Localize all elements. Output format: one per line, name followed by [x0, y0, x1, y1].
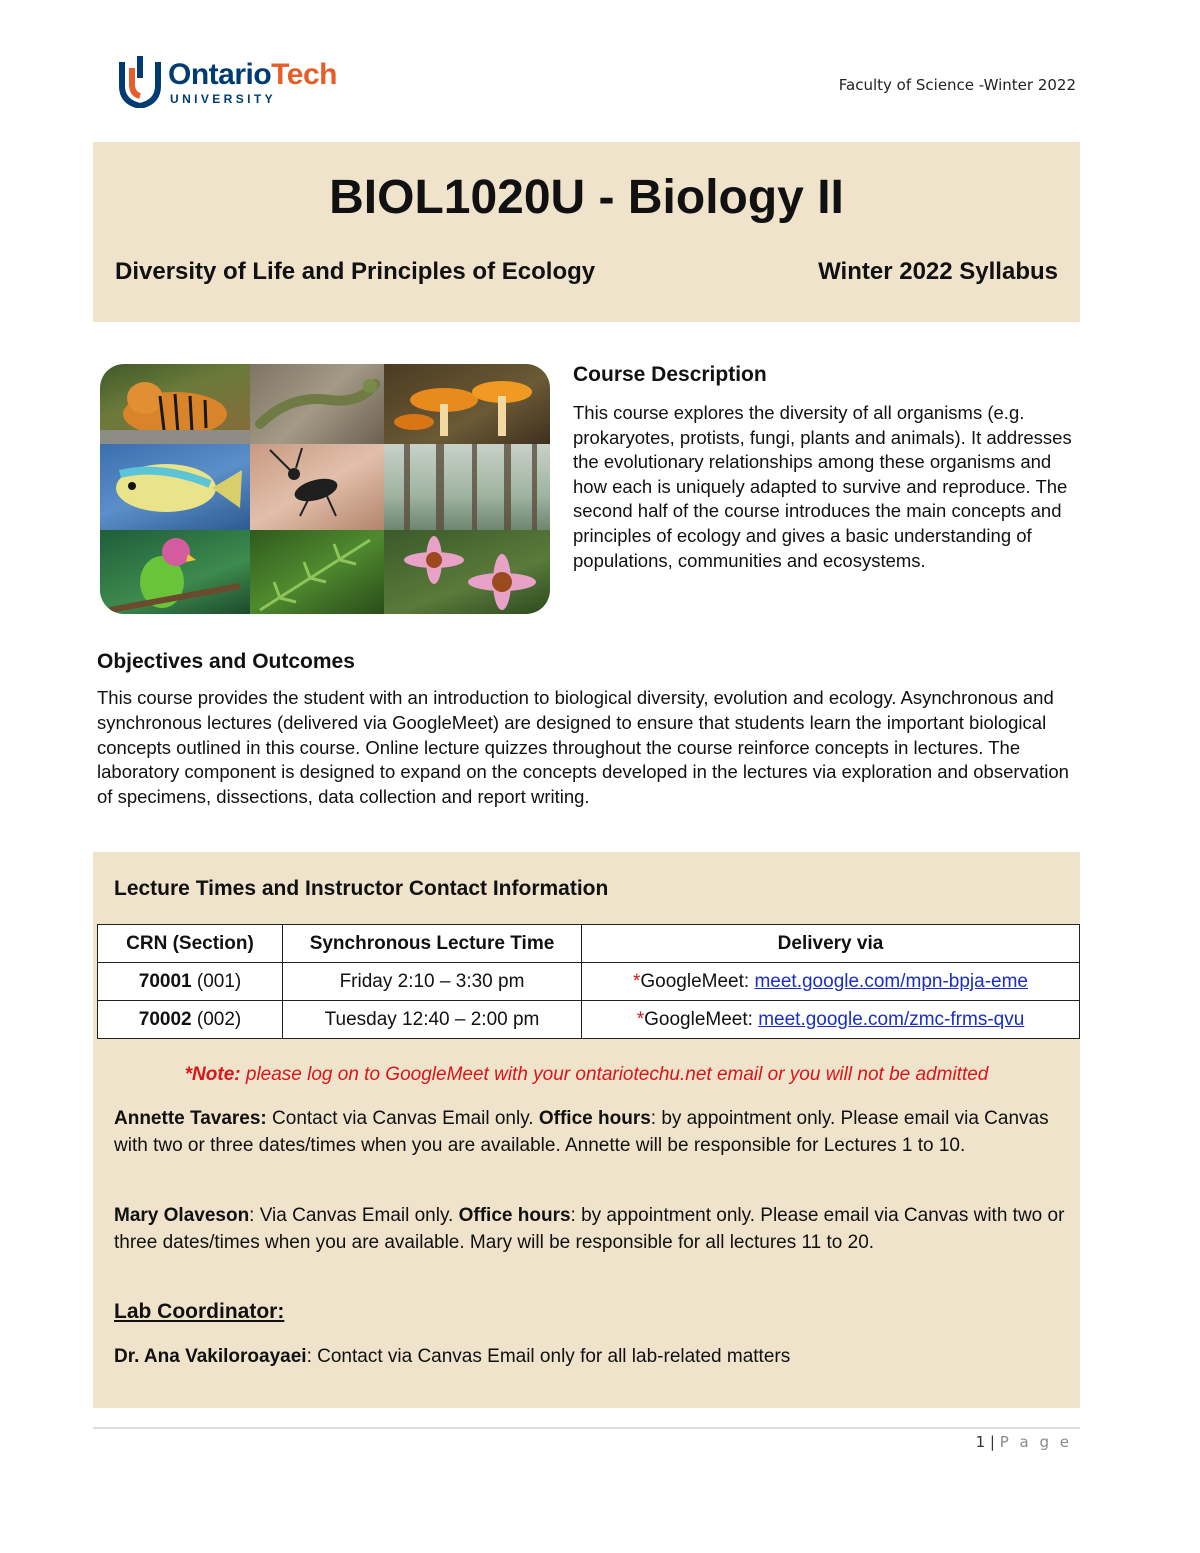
delivery-cell: [582, 1001, 1080, 1039]
footer-divider: [93, 1427, 1080, 1429]
lecture-time-cell: Friday 2:10 – 3:30 pm: [283, 963, 582, 1001]
page-separator: |: [985, 1433, 1000, 1451]
lecture-info-box: [93, 852, 1080, 1408]
lab-coordinator-info: [114, 1344, 1072, 1371]
office-hours-label: Office hours: [538, 1108, 651, 1129]
parrot-photo: [100, 530, 250, 614]
lab-coordinator-contact: : Contact via Canvas Email only for all lab-related matters: [306, 1346, 791, 1367]
page-number: [976, 1433, 1072, 1451]
page-number-value: 1: [975, 1433, 986, 1451]
login-note: [93, 1064, 1080, 1086]
instructor-details: : by appointment only. Please email via Canvas with two or three dates/times when you are available. Mary will be responsible for all lectures 11 to 20.: [114, 1205, 1065, 1253]
crn-cell: [98, 963, 283, 1001]
logo-wordmark: OntarioTech: [168, 58, 337, 91]
coneflowers-photo: [384, 530, 550, 614]
instructor-details: : by appointment only. Please email via Canvas with two or three dates/times when you are available. Annette will be responsible for Lectures 1 to 10.: [114, 1108, 1049, 1156]
lizard-photo: [250, 364, 384, 444]
instructor-annette: [114, 1106, 1072, 1159]
instructor-name: Annette Tavares:: [114, 1108, 267, 1129]
fern-photo: [250, 530, 384, 614]
forest-photo: [384, 444, 550, 530]
delivery-cell: [582, 963, 1080, 1001]
instructor-contact: Contact via Canvas Email only.: [266, 1108, 539, 1129]
objectives-heading: Objectives and Outcomes: [97, 650, 355, 673]
crn-header: CRN (Section): [98, 925, 283, 963]
instructor-name: Mary Olaveson: [114, 1205, 250, 1226]
asterisk: *: [636, 1008, 645, 1030]
table-header-row: [98, 925, 1080, 963]
course-title: BIOL1020U - Biology II: [329, 171, 844, 224]
delivery-label: GoogleMeet:: [644, 1008, 759, 1030]
objectives-text: This course provides the student with an introduction to biological diversity, evolution and ecology. Asynchronous and synchronous lectures (delivered via GoogleMeet) are designed to ensure that students learn the important biological concepts outlined in this course. Online lecture quizzes throughout the course reinforce concepts in lectures. The laboratory component is designed to expand on the concepts developed in the lectures via exploration and observation of specimens, dissections, data collection and report writing.: [97, 687, 1069, 808]
instructor-contact: : Via Canvas Email only.: [249, 1205, 459, 1226]
delivery-header: Delivery via: [582, 925, 1080, 963]
mushrooms-photo: [384, 364, 550, 444]
crn-number: 70002: [138, 1008, 192, 1030]
lecture-time-header: Synchronous Lecture Time: [283, 925, 582, 963]
section-number: (002): [191, 1008, 242, 1030]
lab-coordinator-name: Dr. Ana Vakiloroayaei: [114, 1346, 307, 1367]
lecture-time-cell: Tuesday 12:40 – 2:00 pm: [283, 1001, 582, 1039]
page-label: P a g e: [999, 1433, 1072, 1451]
note-text: please log on to GoogleMeet with your ontariotechu.net email or you will not be admitted: [240, 1064, 989, 1085]
note-lead: *Note:: [184, 1064, 241, 1085]
crn-number: 70001: [138, 970, 192, 992]
syllabus-label: Winter 2022 Syllabus: [818, 258, 1058, 285]
table-row: [98, 963, 1080, 1001]
table-row: [98, 1001, 1080, 1039]
course-description-heading: Course Description: [573, 363, 767, 386]
beetle-photo: [250, 444, 384, 530]
delivery-label: GoogleMeet:: [640, 970, 755, 992]
lecture-times-heading: Lecture Times and Instructor Contact Information: [114, 877, 609, 900]
instructor-mary: [114, 1203, 1072, 1256]
shield-logo-icon: [118, 56, 164, 108]
office-hours-label: Office hours: [458, 1205, 571, 1226]
googlemeet-link[interactable]: meet.google.com/zmc-frms-qvu: [758, 1008, 1025, 1030]
course-description-text: This course explores the diversity of all organisms (e.g. prokaryotes, protists, fungi, plants and animals). It addresses the evolutionary relationships among these organisms and how each is uniquely adapted to survive and reproduce. The second half of the course introduces the main concepts and principles of ecology and gives a basic understanding of populations, communities and ecosystems.: [573, 402, 1072, 571]
logo-subtitle: UNIVERSITY: [170, 92, 277, 106]
course-subtitle: Diversity of Life and Principles of Ecology: [115, 258, 596, 285]
asterisk: *: [632, 970, 641, 992]
faculty-term-label: Faculty of Science -Winter 2022: [838, 76, 1076, 94]
tiger-photo: [100, 364, 250, 444]
biodiversity-collage: [100, 364, 550, 614]
lab-coordinator-heading: Lab Coordinator:: [114, 1300, 285, 1323]
fish-photo: [100, 444, 250, 530]
googlemeet-link[interactable]: meet.google.com/mpn-bpja-eme: [754, 970, 1028, 992]
university-logo: [118, 56, 358, 112]
section-number: (001): [191, 970, 242, 992]
crn-cell: [98, 1001, 283, 1039]
title-banner: [93, 142, 1080, 322]
lecture-times-table: [97, 924, 1080, 1039]
